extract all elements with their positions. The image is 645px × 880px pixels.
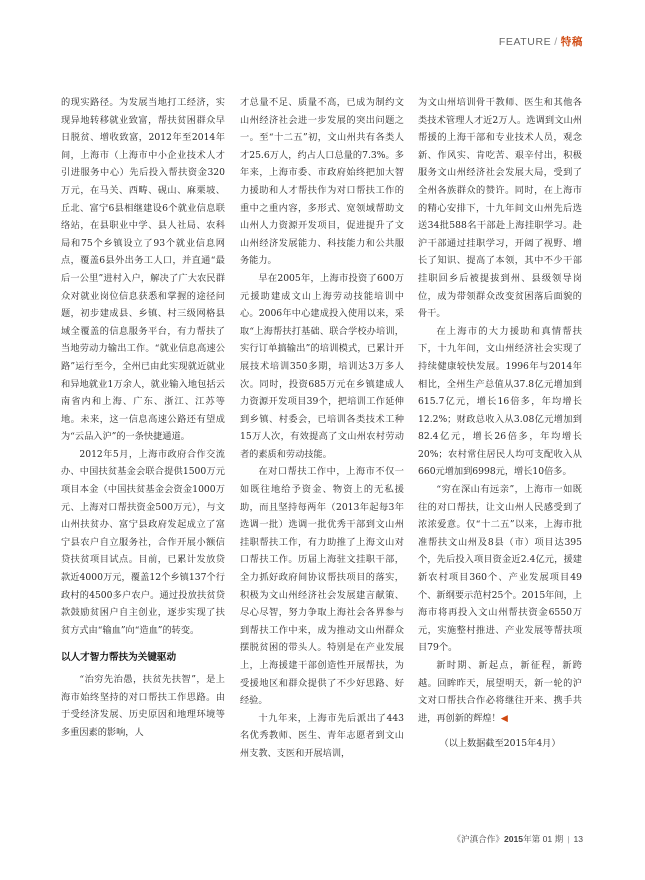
paragraph: 十九年来，上海市先后派出了443名优秀教师、医生、青年志愿者到文山州支教、支医和开展培训， [240,712,404,759]
footer-year: 2015 [503,834,524,844]
paragraph: “穷在深山有远亲”，上海市一如既往的对口帮扶，让文山州人民感受到了浓浓爱意。仅“十二五”以来，上海市批准帮扶文山州及8县（市）项目达395个，先后投入项目资金近2.4亿元，援建新农村项目360个、产业发展项目49个、新纲要示范村25个。2015年间，上海市将再投入文山州帮扶资金6550万元，实施整村推进、产业发展等帮扶项目79个。 [418,484,582,654]
paragraph: 为文山州培训骨干教师、医生和其他各类技术管理人才近2万人。选调到文山州帮援的上海干部和专业技术人员，观念新、作风实、肯吃苦、艰辛付出，积极服务文山州经济社会发展大局，受到了全州各族群众的赞许。同时，在上海市的精心安排下，十九年间文山州先后选送34批588名干部赴上海挂职学习。赴沪干部通过挂职学习，开阔了视野、增长了知识、提高了本领，其中不少干部挂职回乡后被提拔到州、县级领导岗位，成为带领群众改变贫困落后面貌的骨干。 [418,97,582,320]
closing-paragraph [418,657,582,727]
text-column-1 [61,94,225,741]
paragraph: 才总量不足、质量不高，已成为制约文山州经济社会进一步发展的突出问题之一。至“十二五”初，文山州共有各类人才25.6万人，约占人口总量的7.3%。多年来，上海市委、市政府始终把加大智力援助和人才帮扶作为对口帮扶工作的重中之重内容，多形式、宽领域帮助文山州人力资源开发项目，促进提升了文山州经济发展能力、科技能力和公共服务能力。 [240,97,404,267]
header-separator: / [554,36,558,48]
paragraph: “治穷先治愚，扶贫先扶智”，是上海市始终坚持的对口帮扶工作思路。由于受经济发展、历史原因和地理环境等多重因素的影响，人 [61,674,225,738]
paragraph: 2012年5月，上海市政府合作交流办、中国扶贫基金会联合提供1500万元项目本金（中国扶贫基金会资金1000万元、上海对口帮扶资金500万元），与文山州扶贫办、富宁县政府发起成立了富宁县农户自立服务社，合作开展小额信贷扶贫项目试点。目前，已累计发放贷款近4000万元，覆盖12个乡镇137个行政村的4500多户农户。通过投放扶贫贷款鼓励贫困户自主创业，逐步实现了扶贫方式由“输血”向“造血”的转变。 [61,448,225,636]
page-header [499,34,583,49]
section-heading: 以人才智力帮扶为关键驱动 [61,652,177,664]
data-note: （以上数据截至2015年4月） [439,738,561,750]
paragraph: 在对口帮扶工作中，上海市不仅一如既往地给予资金、物资上的无私援助，而且坚持每两年（2013年起每3年选调一批）选调一批优秀干部到文山州挂职帮扶工作，有力助推了上海文山对口帮扶工作。历届上海驻文挂职干部，全力抓好政府间协议帮扶项目的落实，积极为文山州经济社会发展建言献策、尽心尽智，努力争取上海社会各界参与到帮扶工作中来，成为推动文山州群众摆脱贫困的带头人。特别是在产业发展上，上海援建干部创造性开展帮扶，为受援地区和群众提供了不少好思路、好经验。 [240,466,404,707]
footer-journal: 《沪滇合作》 [452,834,504,844]
text-column-2 [240,94,404,763]
paragraph: 早在2005年，上海市投资了600万元援助建成文山上海劳动技能培训中心。2006年中心建成投入使用以来，采取“上海帮扶打基础、联合学校办培训，实行订单搞输出”的培训模式，已累计开展技术培训350多期，培训达3万多人次。同时，投资685万元在乡镇建成人力资源开发项目39个，把培训工作延伸到乡镇、村委会，已培训各类技术工种15万人次，有效提高了文山州农村劳动者的素质和劳动技能。 [240,272,404,460]
footer-divider: | [567,834,570,844]
paragraph: 在上海市的大力援助和真情帮扶下，十九年间，文山州经济社会实现了持续健康较快发展。1996年与2014年相比，全州生产总值从37.8亿元增加到615.7亿元，增长16倍多，年均增长12.2%；财政总收入从3.08亿元增加到82.4亿元，增长26倍多，年均增长20%；农村常住居民人均可支配收入从660元增加到6998元，增长10倍多。 [418,325,582,478]
header-tag: 特稿 [560,36,583,48]
end-mark-icon: ◀ [500,712,508,724]
paragraph: 的现实路径。为发展当地打工经济，实现异地转移就业致富，帮扶贫困群众早日脱贫、增收致富，2012年至2014年间，上海市（上海市中小企业技术人才引进服务中心）先后投入帮扶资金320万元，在马关、西畴、砚山、麻栗坡、丘北、富宁6县相继建设6个就业信息联络站，在县职业中学、县人社局、农科局和75个乡镇设立了93个就业信息网点，覆盖6县外出务工人口，并直通“最后一公里”进村入户，解决了广大农民群众对就业岗位信息获悉和掌握的途径问题，初步建成县、乡镇、村三级网格县域全覆盖的信息服务平台，有力帮扶了当地劳动力输出工作。“就业信息高速公路”运行至今，全州已由此实现就近就业和异地就业1万余人，就业输入地包括云南省内和上海、广东、浙江、江苏等地。未来，这一信息高速公路还有望成为“云品入沪”的一条快捷通道。 [61,97,225,443]
header-section: FEATURE [498,36,552,48]
text-column-3 [418,94,582,753]
footer-issue: 年第 01 期 [523,834,564,844]
page-number: 13 [573,834,583,844]
closing-text: 新时期、新起点，新征程，新跨越。回眸昨天，展望明天，新一轮的沪文对口帮扶合作必将继往开来、携手共进，再创新的辉煌！ [418,660,582,724]
page-footer [452,833,583,845]
